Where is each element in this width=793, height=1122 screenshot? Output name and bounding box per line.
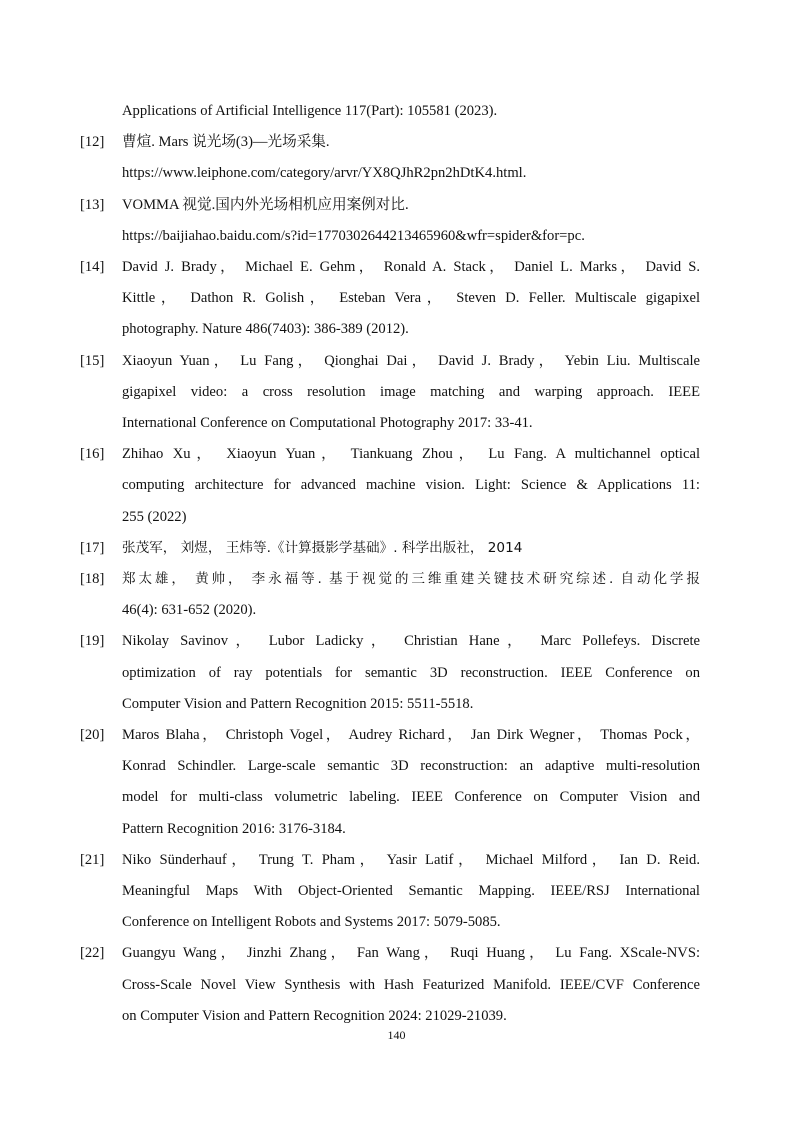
reference-17 xyxy=(80,533,700,564)
page-number: 140 xyxy=(387,1028,406,1042)
reference-continuation xyxy=(80,96,700,127)
reference-line: 255 (2022) xyxy=(122,508,187,525)
reference-line: Niko Sünderhauf， Trung T. Pham， Yasir Latif， Michael Milford， Ian D. Reid. xyxy=(122,851,700,868)
reference-number: [12] xyxy=(80,134,105,151)
reference-line: 46(4): 631-652 (2020). xyxy=(122,602,257,619)
reference-13 xyxy=(80,190,700,252)
reference-line: https://baijiahao.baidu.com/s?id=1770302644213465960&wfr=spider&for=pc. xyxy=(122,227,585,244)
reference-number: [14] xyxy=(80,259,105,276)
reference-line: David J. Brady， Michael E. Gehm， Ronald A. Stack， Daniel L. Marks， David S. xyxy=(122,259,700,276)
reference-number: [15] xyxy=(80,352,105,369)
reference-line: Applications of Artificial Intelligence 117(Part): 105581 (2023). xyxy=(122,103,498,119)
reference-number: [22] xyxy=(80,945,105,962)
reference-line: Konrad Schindler. Large-scale semantic 3D reconstruction: an adaptive multi-resolution xyxy=(122,758,700,775)
reference-line: computing architecture for advanced machine vision. Light: Science & Applications 11: xyxy=(122,477,700,494)
reference-number: [16] xyxy=(80,446,105,463)
reference-15 xyxy=(80,346,700,440)
reference-line: optimization of ray potentials for semantic 3D reconstruction. IEEE Conference on xyxy=(122,664,700,681)
reference-line: on Computer Vision and Pattern Recognition 2024: 21029-21039. xyxy=(122,1007,507,1024)
reference-number: [18] xyxy=(80,571,105,588)
reference-line: https://www.leiphone.com/category/arvr/YX8QJhR2pn2hDtK4.html. xyxy=(122,165,527,182)
reference-line: Pattern Recognition 2016: 3176-3184. xyxy=(122,820,346,837)
reference-20 xyxy=(80,720,700,845)
reference-line: Kittle， Dathon R. Golish， Esteban Vera， Steven D. Feller. Multiscale gigapixel xyxy=(122,290,700,307)
reference-18 xyxy=(80,564,700,626)
reference-list xyxy=(80,96,700,1032)
reference-line: 曹煊. Mars 说光场(3)—光场采集. xyxy=(122,134,330,151)
reference-number: [17] xyxy=(80,539,105,556)
reference-22 xyxy=(80,938,700,1032)
reference-21 xyxy=(80,845,700,939)
reference-number: [21] xyxy=(80,851,105,868)
reference-12 xyxy=(80,127,700,189)
reference-number: [13] xyxy=(80,196,105,213)
reference-number: [20] xyxy=(80,727,105,744)
reference-line: photography. Nature 486(7403): 386-389 (2012). xyxy=(122,321,409,338)
reference-line: model for multi-class volumetric labeling. IEEE Conference on Computer Vision and xyxy=(122,789,700,806)
reference-line: Cross-Scale Novel View Synthesis with Hash Featurized Manifold. IEEE/CVF Conference xyxy=(122,976,700,993)
reference-16 xyxy=(80,439,700,533)
reference-line: 张茂军， 刘煜， 王炜等.《计算摄影学基础》. 科学出版社， 2014 xyxy=(122,539,523,556)
reference-line: Nikolay Savinov， Lubor Ladicky， Christian Hane， Marc Pollefeys. Discrete xyxy=(122,633,700,650)
reference-19 xyxy=(80,626,700,720)
reference-14 xyxy=(80,252,700,346)
reference-line: Xiaoyun Yuan， Lu Fang， Qionghai Dai， David J. Brady， Yebin Liu. Multiscale xyxy=(122,352,700,369)
reference-line: Conference on Intelligent Robots and Systems 2017: 5079-5085. xyxy=(122,914,501,931)
reference-line: Maros Blaha， Christoph Vogel， Audrey Richard， Jan Dirk Wegner， Thomas Pock， xyxy=(122,727,700,744)
reference-line: Zhihao Xu， Xiaoyun Yuan， Tiankuang Zhou， Lu Fang. A multichannel optical xyxy=(122,446,700,463)
reference-number: [19] xyxy=(80,633,105,650)
reference-line: Guangyu Wang， Jinzhi Zhang， Fan Wang， Ruqi Huang， Lu Fang. XScale-NVS: xyxy=(122,945,700,962)
reference-line: Computer Vision and Pattern Recognition 2015: 5511-5518. xyxy=(122,695,474,712)
reference-line: International Conference on Computational Photography 2017: 33-41. xyxy=(122,415,533,432)
reference-line: gigapixel video: a cross resolution image matching and warping approach. IEEE xyxy=(122,383,700,400)
reference-line: 郑太雄， 黄帅， 李永福等. 基于视觉的三维重建关键技术研究综述. 自动化学报 xyxy=(122,571,700,588)
reference-line: Meaningful Maps With Object-Oriented Semantic Mapping. IEEE/RSJ International xyxy=(122,883,700,900)
reference-line: VOMMA 视觉.国内外光场相机应用案例对比. xyxy=(122,196,409,213)
